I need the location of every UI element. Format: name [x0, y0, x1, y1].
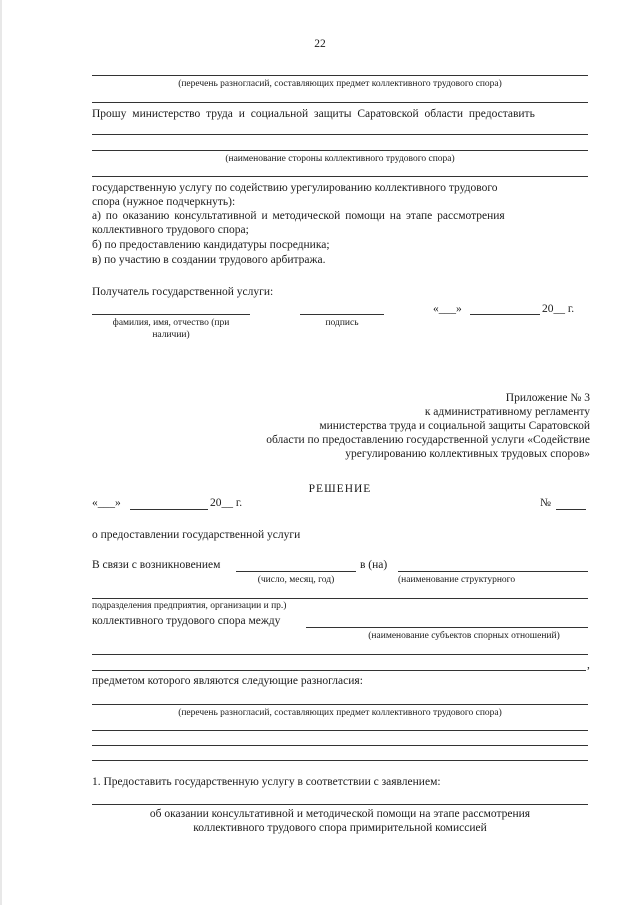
subject-line: предметом которого являются следующие разногласия: — [92, 675, 363, 687]
decision-number-label: № — [540, 497, 551, 509]
fill-line — [92, 176, 588, 177]
caption-disagreements-1: (перечень разногласий, составляющих предмет коллективного трудового спора) — [178, 79, 502, 89]
fill-line-unit — [398, 571, 588, 572]
fill-line-date — [130, 509, 208, 510]
fill-line — [92, 760, 588, 761]
body-line-2: спора (нужное подчеркнуть): — [92, 196, 236, 208]
fill-line-number — [556, 509, 586, 510]
caption-disagreements-2: (перечень разногласий, составляющих предмет коллективного трудового спора) — [178, 708, 502, 718]
fill-line — [92, 75, 588, 76]
fill-line-subjects — [306, 627, 588, 628]
fill-line-fio — [92, 314, 250, 315]
fill-line — [92, 745, 588, 746]
date-open: «___» — [433, 303, 462, 315]
appendix-line-5: урегулированию коллективных трудовых споров» — [345, 448, 590, 460]
option-a: а) по оказанию консультативной и методической помощи на этапе рассмотрения — [92, 210, 505, 222]
fill-line — [92, 704, 588, 705]
fill-line — [92, 150, 588, 151]
caption-date: (число, месяц, год) — [257, 575, 335, 585]
option-c: в) по участию в создании трудового арбитража. — [92, 254, 326, 266]
fill-line — [92, 730, 588, 731]
fill-line — [92, 654, 588, 655]
appendix-line-1: Приложение № 3 — [505, 392, 590, 404]
decision-title: РЕШЕНИЕ — [308, 483, 372, 495]
fill-line-date — [470, 314, 540, 315]
recipient-label: Получатель государственной услуги: — [92, 286, 274, 298]
help-line-2: коллективного трудового спора примирительной комиссией — [193, 822, 487, 834]
fill-line — [92, 670, 586, 671]
caption-fio: фамилия, имя, отчество (при — [112, 318, 230, 328]
decision-date-open: «___» — [92, 497, 121, 509]
fill-line — [92, 102, 588, 103]
decision-subtitle: о предоставлении государственной услуги — [92, 529, 301, 541]
option-b: б) по предоставлению кандидатуры посредника; — [92, 239, 330, 251]
appendix-line-4: области по предоставлению государственной услуги «Содействие — [266, 434, 590, 446]
fill-line — [92, 134, 588, 135]
fill-line-emergence-date — [236, 571, 356, 572]
decision-date-year: 20__ г. — [210, 497, 243, 509]
caption-party: (наименование стороны коллективного трудового спора) — [225, 154, 455, 164]
caption-fio-cont: наличии) — [152, 330, 190, 340]
in-label: в (на) — [360, 559, 388, 571]
body-line-1: государственную услугу по содействию урегулированию коллективного трудового — [92, 182, 498, 194]
caption-signature: подпись — [325, 318, 359, 328]
appendix-line-2: к административному регламенту — [424, 406, 590, 418]
caption-unit: (наименование структурного — [398, 575, 516, 585]
fill-line-signature — [300, 314, 384, 315]
page-edge — [0, 0, 2, 905]
emergence-label: В связи с возникновением — [92, 559, 221, 571]
caption-subjects: (наименование субъектов спорных отношений) — [368, 631, 560, 641]
page-number: 22 — [314, 38, 326, 50]
help-line-1: об оказании консультативной и методической помощи на этапе рассмотрения — [149, 808, 531, 820]
point-1: 1. Предоставить государственную услугу в соответствии с заявлением: — [92, 776, 441, 788]
option-a-cont: коллективного трудового спора; — [92, 224, 249, 236]
fill-line — [92, 804, 588, 805]
subdivision-line: подразделения предприятия, организации и пр.) — [92, 601, 287, 611]
comma: , — [587, 659, 590, 671]
appendix-line-3: министерства труда и социальной защиты Саратовской — [319, 420, 590, 432]
dispute-between: коллективного трудового спора между — [92, 615, 281, 627]
fill-line — [92, 598, 588, 599]
request-line: Прошу министерство труда и социальной защиты Саратовской области предоставить — [92, 108, 535, 120]
date-year: 20__ г. — [542, 303, 575, 315]
